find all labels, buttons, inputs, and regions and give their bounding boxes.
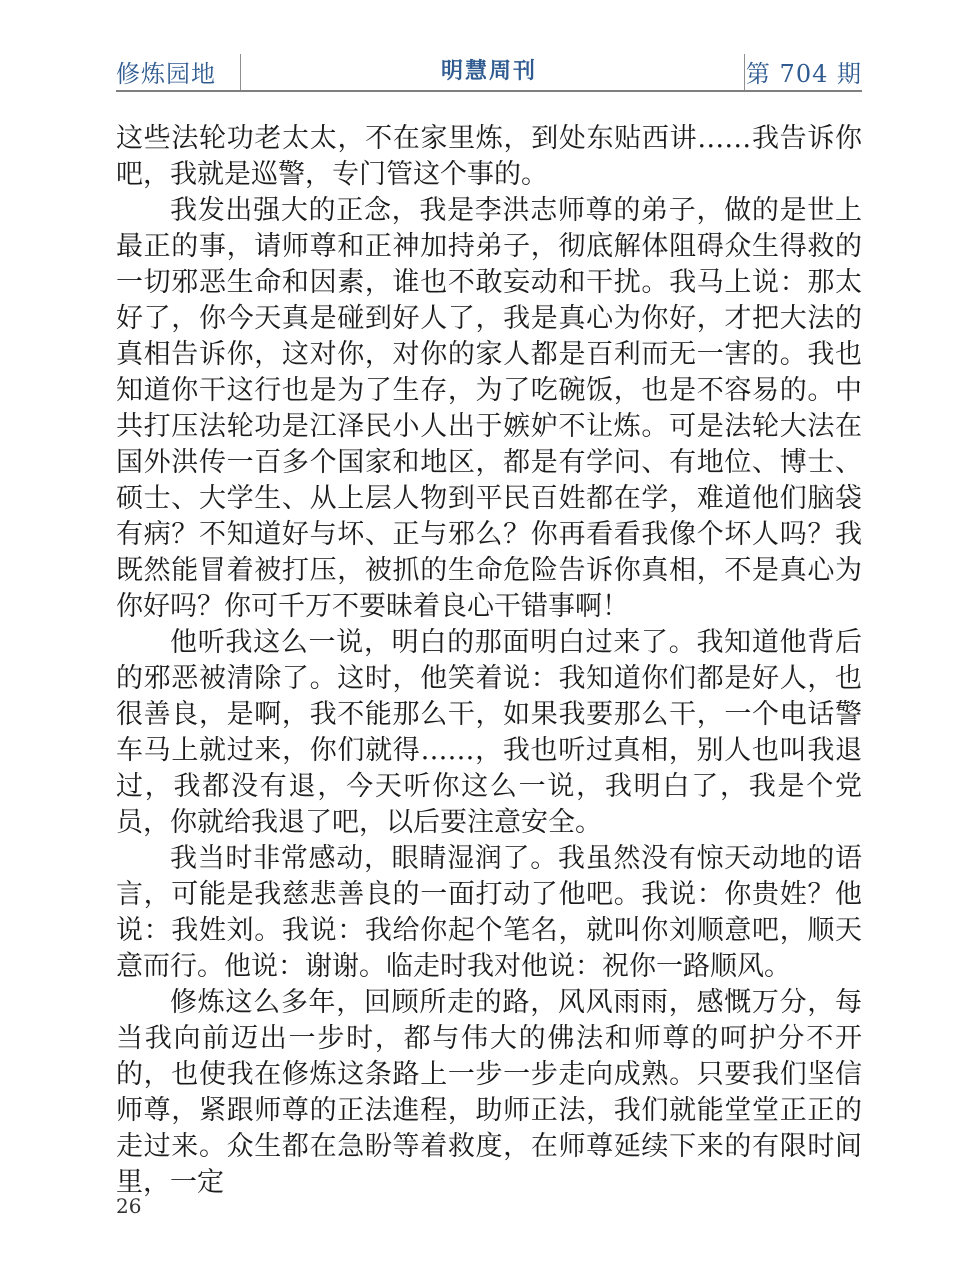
section-title: 修炼园地 <box>116 60 216 88</box>
issue-number: 第 704 期 <box>745 60 862 88</box>
paragraph: 修炼这么多年，回顾所走的路，风风雨雨，感慨万分，每当我向前迈出一步时，都与伟大的佛法和师尊的呵护分不开的，也使我在修炼这条路上一步一步走向成熟。只要我们坚信师尊，紧跟师尊的正法進程，助师正法，我们就能堂堂正正的走过来。众生都在急盼等着救度，在师尊延续下来的有限时间里，一定 <box>116 987 862 1198</box>
article-body <box>116 121 862 1201</box>
publication-title: 明慧周刊 <box>440 59 537 84</box>
paragraph: 我当时非常感动，眼睛湿润了。我虽然没有惊天动地的语言，可能是我慈悲善良的一面打动了他吧。我说：你贵姓？他说：我姓刘。我说：我给你起个笔名，就叫你刘顺意吧，顺天意而行。他说：谢谢。临走时我对他说：祝你一路顺风。 <box>116 843 862 982</box>
paragraph: 我发出强大的正念，我是李洪志师尊的弟子，做的是世上最正的事，请师尊和正神加持弟子，彻底解体阻碍众生得救的一切邪恶生命和因素，谁也不敢妄动和干扰。我马上说：那太好了，你今天真是碰到好人了，我是真心为你好，才把大法的真相告诉你，这对你，对你的家人都是百利而无一害的。我也知道你干这行也是为了生存，为了吃碗饭，也是不容易的。中共打压法轮功是江泽民小人出于嫉妒不让炼。可是法轮大法在国外洪传一百多个国家和地区，都是有学问、有地位、博士、硕士、大学生、从上层人物到平民百姓都在学，难道他们脑袋有病？不知道好与坏、正与邪么？你再看看我像个坏人吗？我既然能冒着被打压，被抓的生命危险告诉你真相，不是真心为你好吗？你可千万不要昧着良心干错事啊！ <box>116 195 862 622</box>
page-number: 26 <box>116 1194 142 1218</box>
header-divider-right <box>744 54 745 90</box>
header-rule <box>116 90 862 92</box>
paragraph: 他听我这么一说，明白的那面明白过来了。我知道他背后的邪恶被清除了。这时，他笑着说：我知道你们都是好人，也很善良，是啊，我不能那么干，如果我要那么干，一个电话警车马上就过来，你们就得……，我也听过真相，别人也叫我退过，我都没有退，今天听你这么一说，我明白了，我是个党员，你就给我退了吧，以后要注意安全。 <box>116 627 862 838</box>
page-header <box>116 48 862 92</box>
paragraph-continued: 这些法轮功老太太，不在家里炼，到处东贴西讲……我告诉你吧，我就是巡警，专门管这个事的。 <box>116 123 862 190</box>
